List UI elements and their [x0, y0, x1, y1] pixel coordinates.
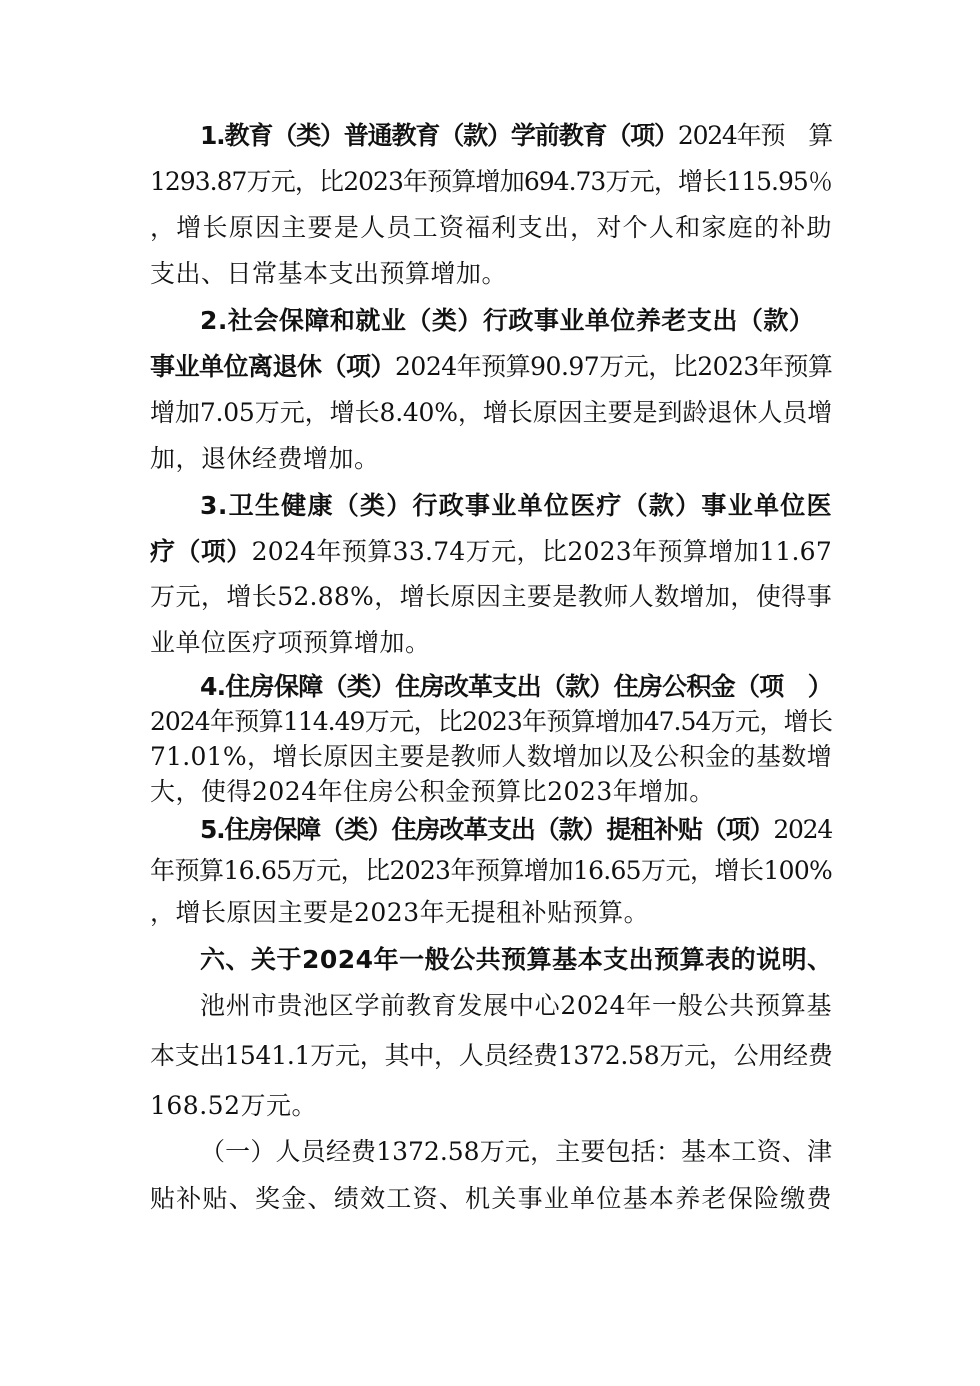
item2-line3: 增加7.05万元，增长8.40%，增长原因主要是到龄退休人员增 — [150, 398, 832, 427]
section6-line2: 本支出1541.1万元，其中，人员经费1372.58万元，公用经费 — [150, 1041, 833, 1070]
item2-line2 — [150, 350, 832, 384]
section6-line1: 池州市贵池区学前教育发展中心2024年一般公共预算基 — [200, 991, 832, 1020]
section6-heading: 六、关于2024年一般公共预算基本支出预算表的说明、 — [200, 945, 833, 974]
item4-heading-line1: 4.住房保障（类）住房改革支出（款）住房公积金（项 ） — [200, 672, 832, 701]
sub1-line2: 贴补贴、奖金、绩效工资、机关事业单位基本养老保险缴费 — [150, 1184, 832, 1213]
item1-line2: 1293.87万元，比2023年预算增加694.73万元，增长115.95％ — [150, 167, 832, 196]
item2-line2-text: 2024年预算90.97万元，比2023年预算 — [395, 352, 833, 381]
item3-line2 — [150, 535, 832, 569]
item3-heading-line2: 疗（项） — [150, 537, 252, 566]
item5-line2: 年预算16.65万元，比2023年预算增加16.65万元，增长100% — [150, 856, 832, 885]
item5-line3: ，增长原因主要是2023年无提租补贴预算。 — [150, 898, 650, 927]
sub1-line1: （一）人员经费1372.58万元，主要包括：基本工资、津 — [200, 1137, 832, 1166]
item4-line2: 2024年预算114.49万元，比2023年预算增加47.54万元，增长 — [150, 707, 832, 736]
item5-line1-text: 2024 — [773, 815, 832, 844]
item1-line1-text: 2024年预 算 — [677, 121, 832, 150]
item4-line3: 71.01%，增长原因主要是教师人数增加以及公积金的基数增 — [150, 742, 832, 771]
item3-line2-text: 2024年预算33.74万元，比2023年预算增加11.67 — [251, 537, 832, 566]
section6-line3: 168.52万元。 — [150, 1091, 317, 1120]
item1-line4: 支出、日常基本支出预算增加。 — [150, 259, 508, 288]
item5-heading: 5.住房保障（类）住房改革支出（款）提租补贴（项） — [200, 815, 774, 844]
item4-line4: 大，使得2024年住房公积金预算比2023年增加。 — [150, 777, 715, 806]
item3-heading-line1: 3.卫生健康（类）行政事业单位医疗（款）事业单位医 — [200, 491, 832, 520]
item3-line3: 万元，增长52.88%，增长原因主要是教师人数增加，使得事 — [150, 582, 832, 611]
item3-line4: 业单位医疗项预算增加。 — [150, 628, 431, 657]
item1-line3: ，增长原因主要是人员工资福利支出，对个人和家庭的补助 — [150, 213, 832, 242]
item2-heading-line2: 事业单位离退休（项） — [150, 352, 396, 381]
item2-line4: 加，退休经费增加。 — [150, 444, 380, 473]
item5-line1 — [200, 813, 832, 847]
item1-heading: 1.教育（类）普通教育（款）学前教育（项） — [200, 121, 678, 150]
item1-line1 — [200, 119, 832, 153]
item2-heading-line1: 2.社会保障和就业（类）行政事业单位养老支出（款） — [200, 306, 815, 335]
